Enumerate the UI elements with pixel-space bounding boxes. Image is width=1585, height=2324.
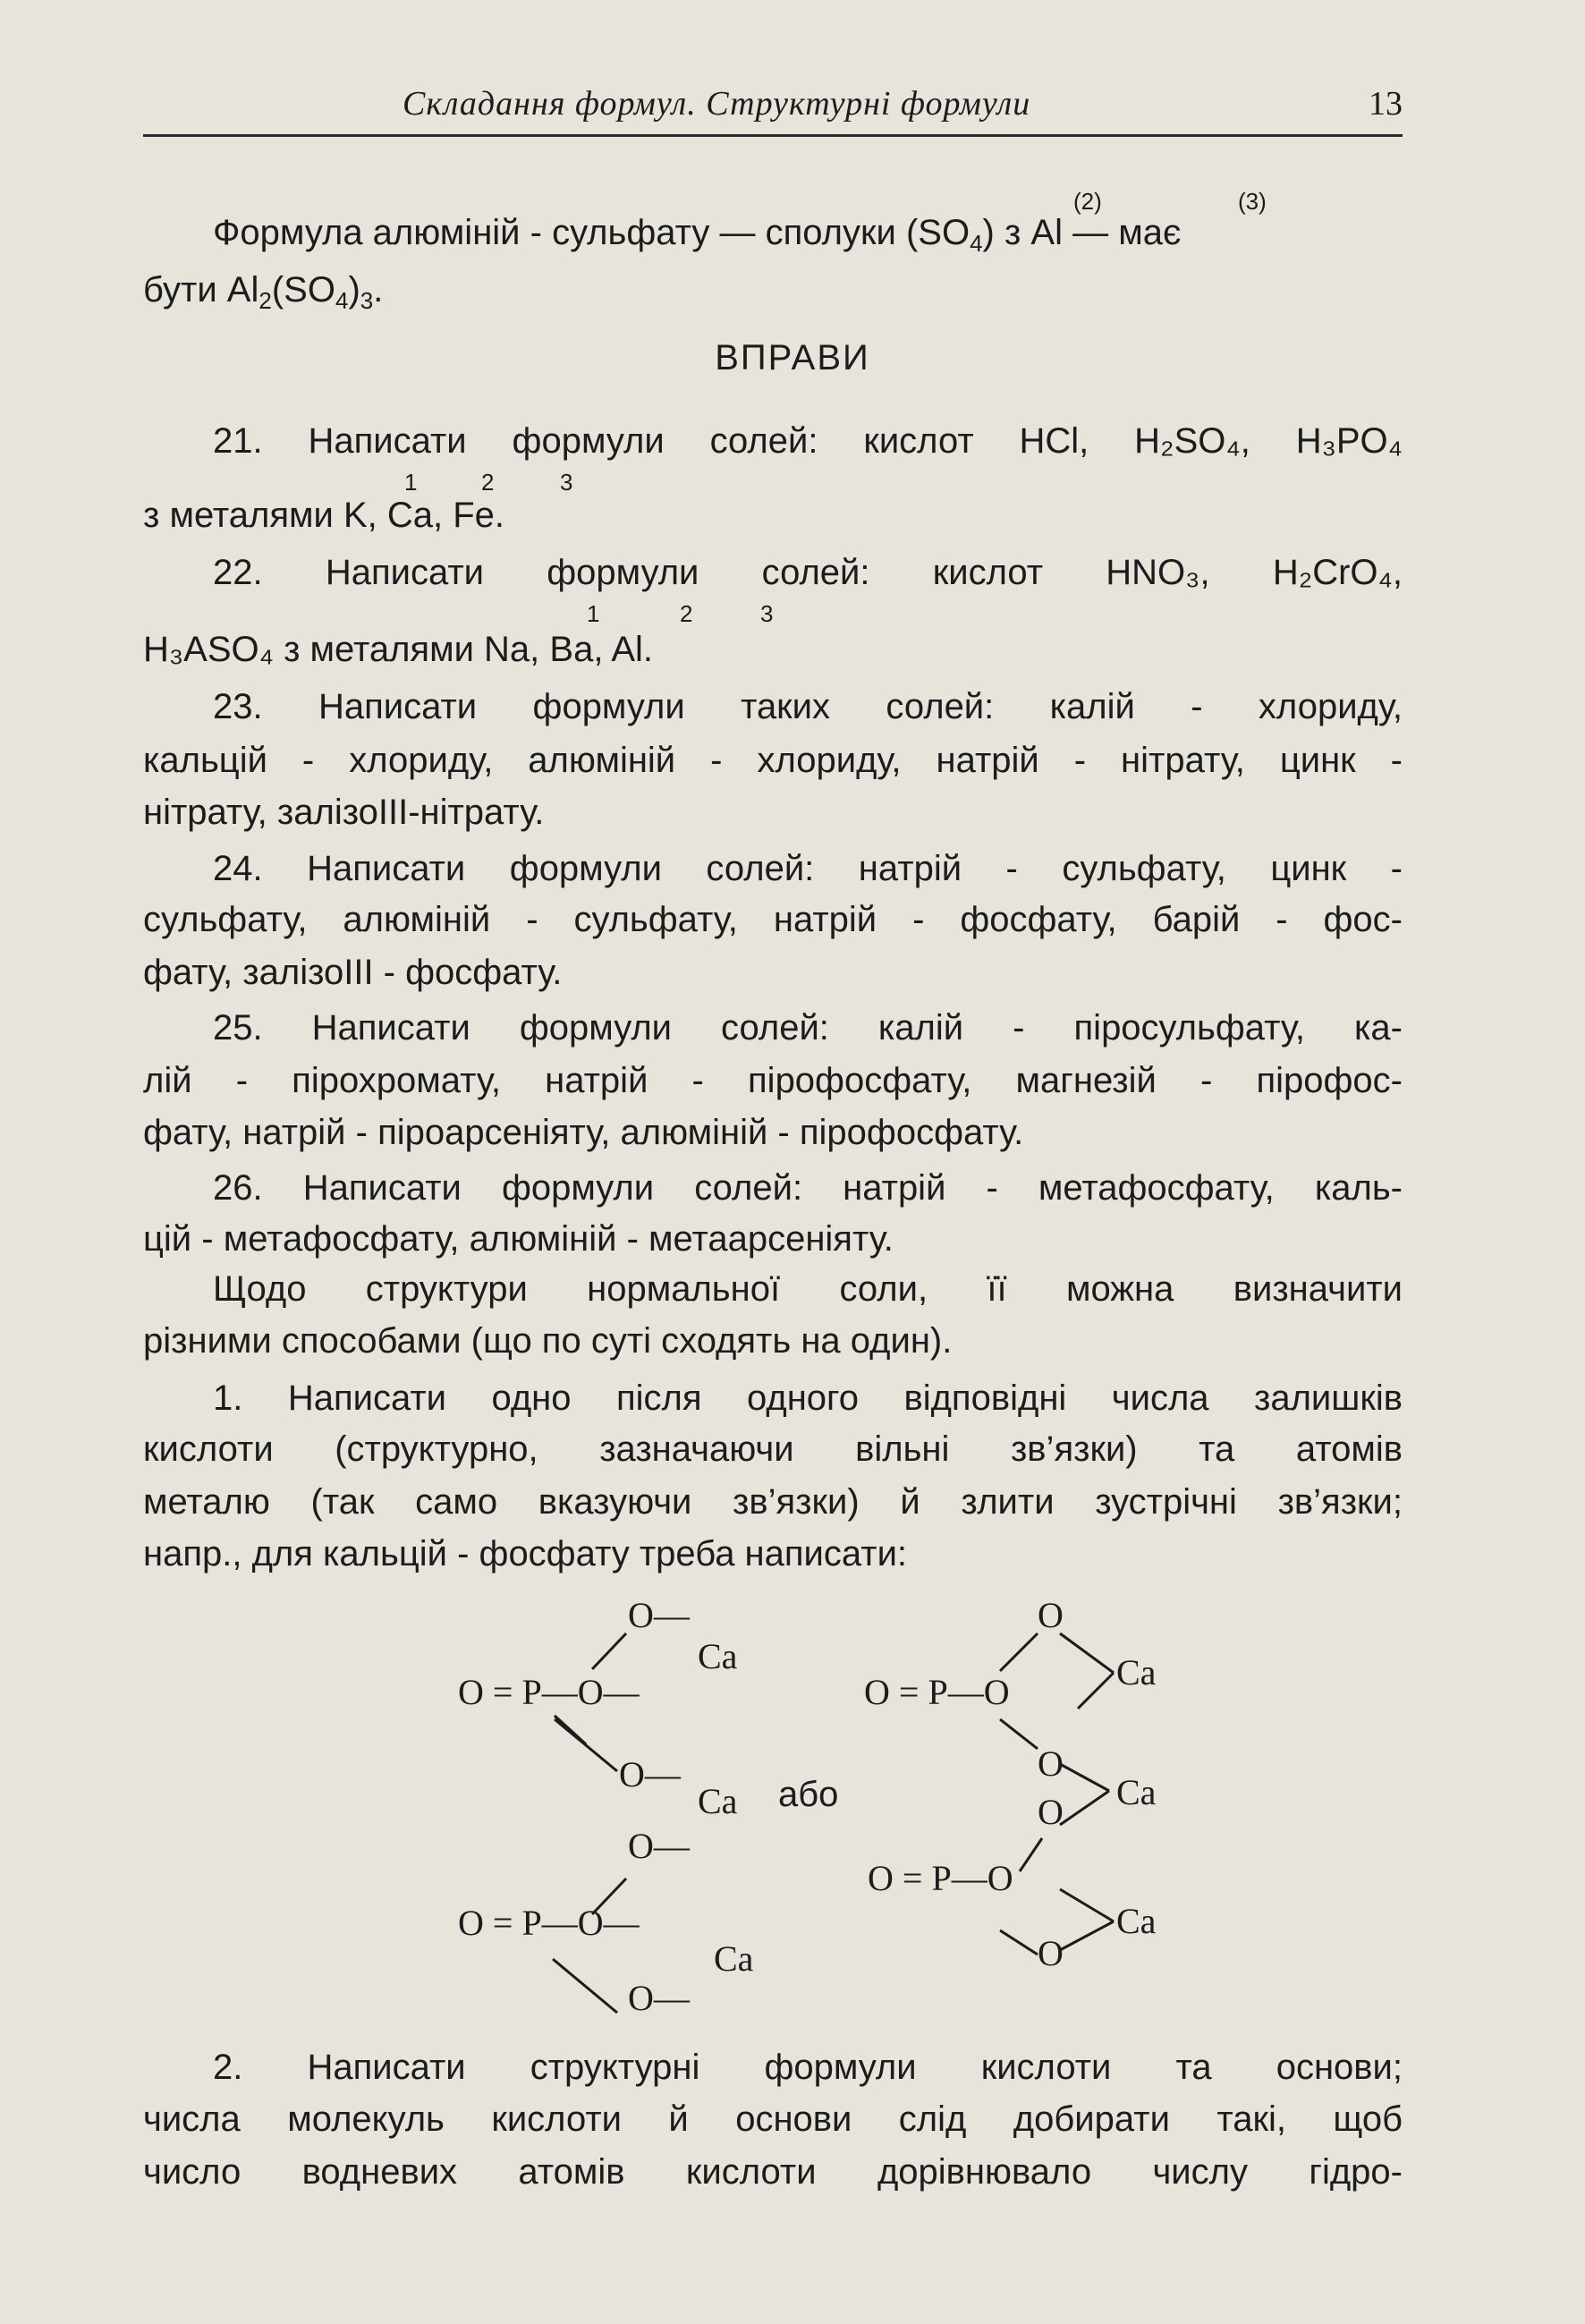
exercise-24-line-1: 24. Написати формули солей: натрій - сульфату, цинк - [213, 849, 1403, 888]
page-number: 13 [1369, 85, 1403, 123]
bond-line [1020, 1838, 1042, 1871]
atom-label: O [1038, 1743, 1064, 1784]
bond-line [1078, 1673, 1114, 1709]
paragraph-2-line-2: кислоти (структурно, зазначаючи вільні зв’язки) та атомів [143, 1429, 1403, 1469]
atom-label: Ca [1116, 1901, 1157, 1941]
exercise-21-line-1: 21. Написати формули солей: кислот HCl, H₂SO₄, H₃PO₄ [213, 421, 1403, 461]
paragraph-2-line-3: металю (так само вказуючи зв’язки) й злити зустрічні зв’язки; [143, 1482, 1403, 1522]
valence-ca: 2 [481, 469, 495, 496]
paragraph-1-line-2: різними способами (що по суті сходять на один). [143, 1321, 953, 1361]
exercise-25-line-2: лій - пірохромату, натрій - пірофосфату, магнезій - пірофос- [143, 1061, 1403, 1100]
paragraph-3-line-2: числа молекуль кислоти й основи слід добирати такі, щоб [143, 2099, 1403, 2139]
formula-row: O = P—O— [458, 1903, 640, 1943]
atom-label: Ca [1116, 1652, 1157, 1692]
exercise-24-line-2: сульфату, алюміній - сульфату, натрій - фосфату, барій - фос- [143, 900, 1403, 939]
exercise-25-line-3: фату, натрій - піроарсеніяту, алюміній - пірофосфату. [143, 1113, 1024, 1152]
formula-row: O = P—O— [458, 1672, 640, 1712]
bond-line [1000, 1930, 1038, 1955]
bond-line [592, 1633, 626, 1669]
bond-line [1060, 1791, 1109, 1825]
formula-row: O = P—O [868, 1858, 1013, 1898]
bond-line [1000, 1719, 1038, 1749]
bond-line [1060, 1633, 1114, 1673]
atom-label: O [1038, 1792, 1064, 1832]
atom-label: O— [619, 1754, 681, 1794]
valence-k: 1 [404, 469, 418, 496]
page-header [143, 82, 1403, 137]
valence-so4: (2) [1073, 188, 1102, 215]
valence-fe: 3 [560, 469, 573, 496]
conjunction: або [778, 1775, 839, 1814]
valence-na: 1 [587, 600, 600, 627]
formula-row: O = P—O [864, 1672, 1010, 1712]
intro-line-2: бути $Al_2(SO_4)_3$. [143, 270, 384, 314]
paragraph-3-line-1: 2. Написати структурні формули кислоти та основи; [213, 2048, 1403, 2087]
exercise-24-line-3: фату, залізоIII - фосфату. [143, 953, 563, 992]
atom-label: Ca [698, 1636, 738, 1676]
atom-label: O— [628, 1826, 690, 1866]
bond-line [1000, 1633, 1038, 1671]
exercise-23-line-2: кальцій - хлориду, алюміній - хлориду, натрій - нітрату, цинк - [143, 741, 1403, 780]
exercise-26-line-2: цій - метафосфату, алюміній - метаарсеніяту. [143, 1219, 894, 1259]
bond-line [555, 1716, 586, 1744]
exercise-21-line-2: з металями K, Ca, Fe. [143, 496, 505, 535]
bond-line [553, 1959, 617, 2013]
paragraph-1-line-1: Щодо структури нормальної соли, її можна визначити [213, 1269, 1403, 1309]
exercise-26-line-1: 26. Написати формули солей: натрій - метафосфату, каль- [213, 1168, 1403, 1208]
paragraph-2-line-1: 1. Написати одно після одного відповідні числа залишків [213, 1378, 1403, 1418]
bond-line [1060, 1921, 1114, 1950]
valence-ba: 2 [680, 600, 693, 627]
atom-label: Ca [714, 1938, 754, 1979]
atom-label: O— [628, 1595, 690, 1635]
exercise-23-line-3: нітрату, залізоIII-нітрату. [143, 793, 545, 832]
atom-label: Ca [1116, 1772, 1157, 1812]
section-title: ВПРАВИ [715, 338, 870, 377]
atom-label: O [1038, 1933, 1064, 1973]
running-title: Складання формул. Структурні формули [403, 85, 1031, 123]
bond-line [1060, 1764, 1109, 1791]
paragraph-2-line-4: напр., для кальцій - фосфату треба написати: [143, 1534, 908, 1573]
intro-line-1: Формула алюміній - сульфату — сполуки $(SO_4)$ з Al — має [213, 213, 1182, 257]
valence-al-2: 3 [760, 600, 774, 627]
valence-al: (3) [1238, 188, 1267, 215]
exercise-22-line-1: 22. Написати формули солей: кислот HNO₃, H₂CrO₄, [213, 553, 1403, 592]
atom-label: Ca [698, 1781, 738, 1821]
exercise-25-line-1: 25. Написати формули солей: калій - піросульфату, ка- [213, 1008, 1403, 1047]
bond-line [1060, 1889, 1114, 1921]
paragraph-3-line-3: число водневих атомів кислоти дорівнювало числу гідро- [143, 2152, 1403, 2192]
exercise-23-line-1: 23. Написати формули таких солей: калій - хлориду, [213, 687, 1403, 726]
atom-label: O [1038, 1595, 1064, 1635]
atom-label: O— [628, 1978, 690, 2018]
exercise-22-line-2: H₃ASO₄ з металями Na, Ba, Al. [143, 630, 654, 669]
bond-line [555, 1719, 617, 1771]
